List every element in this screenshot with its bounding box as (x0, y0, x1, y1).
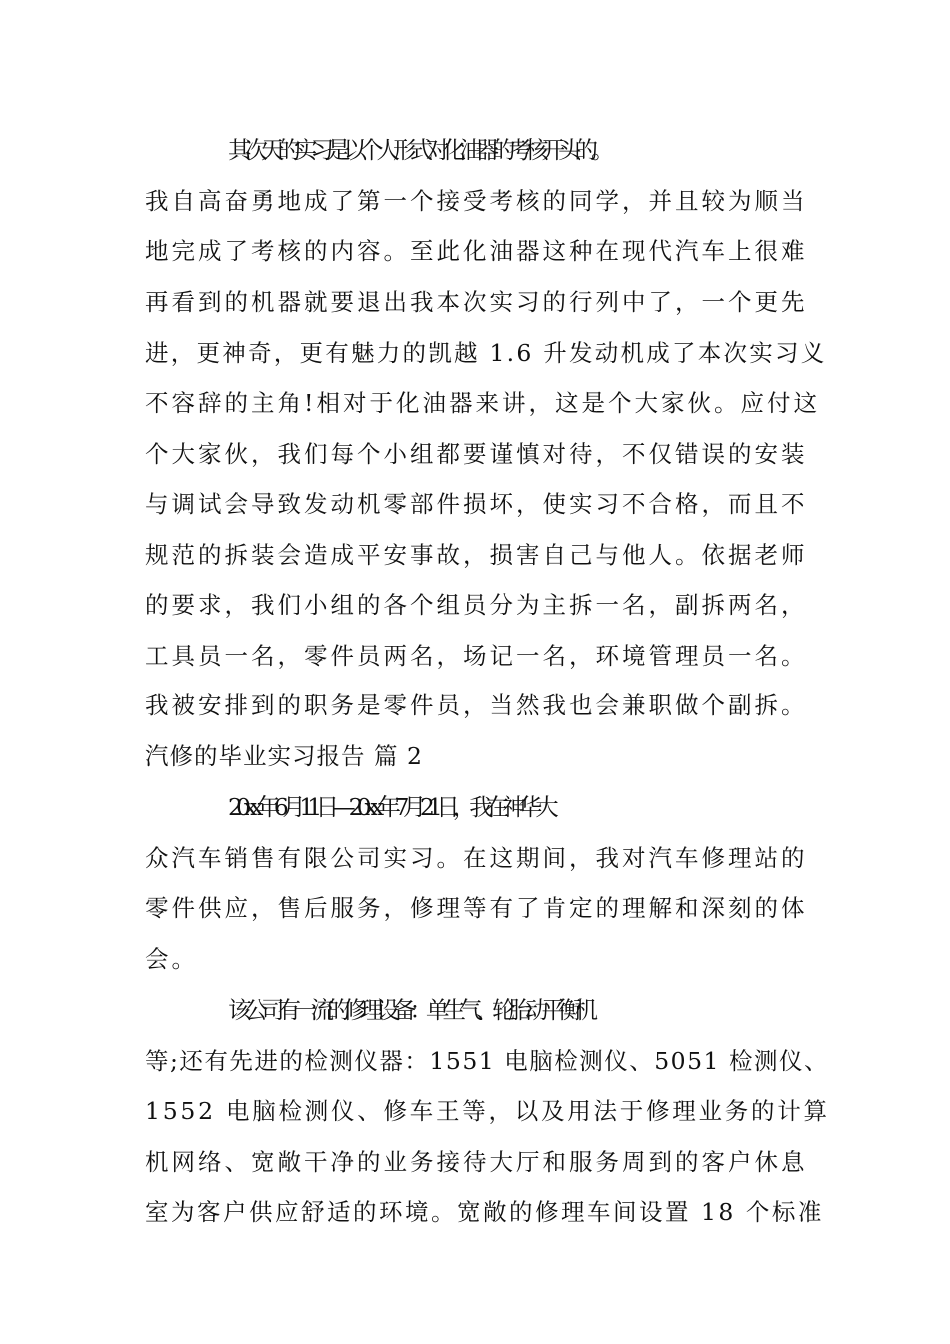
paragraph-line: 不容辞的主角!相对于化油器来讲，这是个大家伙。应付这 (145, 389, 820, 417)
paragraph-line: 我被安排到的职务是零件员，当然我也会兼职做个副拆。 (145, 691, 808, 719)
paragraph-line: 个大家伙，我们每个小组都要谨慎对待，不仅错误的安装 (145, 440, 808, 468)
paragraph-line: 众汽车销售有限公司实习。在这期间，我对汽车修理站的 (145, 844, 808, 872)
paragraph-line: 室为客户供应舒适的环境。宽敞的修理车间设置 18 个标准 (145, 1198, 824, 1226)
paragraph-line: 零件供应，售后服务，修理等有了肯定的理解和深刻的体 (145, 894, 808, 922)
paragraph-line: 等;还有先进的检测仪器：1551 电脑检测仪、5051 检测仪、 (145, 1047, 829, 1075)
paragraph-line: 规范的拆装会造成平安事故，损害自己与他人。依据老师 (145, 541, 808, 569)
section-heading: 汽修的毕业实习报告 篇 2 (145, 742, 423, 770)
paragraph-line: 与调试会导致发动机零部件损坏，使实习不合格，而且不 (145, 490, 808, 518)
paragraph-line: 20xx 年 6 月 11 日—20xx 年 7 月 21 日，我在神华大 (228, 793, 552, 821)
paragraph-line: 的要求，我们小组的各个组员分为主拆一名，副拆两名， (145, 591, 808, 619)
paragraph-line: 再看到的机器就要退出我本次实习的行列中了，一个更先 (145, 288, 808, 316)
paragraph-line: 工具员一名，零件员两名，场记一名，环境管理员一名。 (145, 642, 808, 670)
paragraph-line: 机网络、宽敞干净的业务接待大厅和服务周到的客户休息 (145, 1148, 808, 1176)
paragraph-line: 会。 (145, 945, 198, 973)
paragraph-line: 进，更神奇，更有魅力的凯越 1.6 升发动机成了本次实习义 (145, 339, 827, 367)
paragraph-line: 我自高奋勇地成了第一个接受考核的同学，并且较为顺当 (145, 187, 808, 215)
paragraph-line: 其次天的实习是以个人形式对化油器的考核开头的。 (228, 136, 608, 164)
paragraph-line: 地完成了考核的内容。至此化油器这种在现代汽车上很难 (145, 237, 808, 265)
paragraph-line: 该公司有一流的修理设备：单生气、轮胎动平衡机 (228, 996, 591, 1024)
paragraph-line: 1552 电脑检测仪、修车王等，以及用法于修理业务的计算 (145, 1097, 830, 1125)
